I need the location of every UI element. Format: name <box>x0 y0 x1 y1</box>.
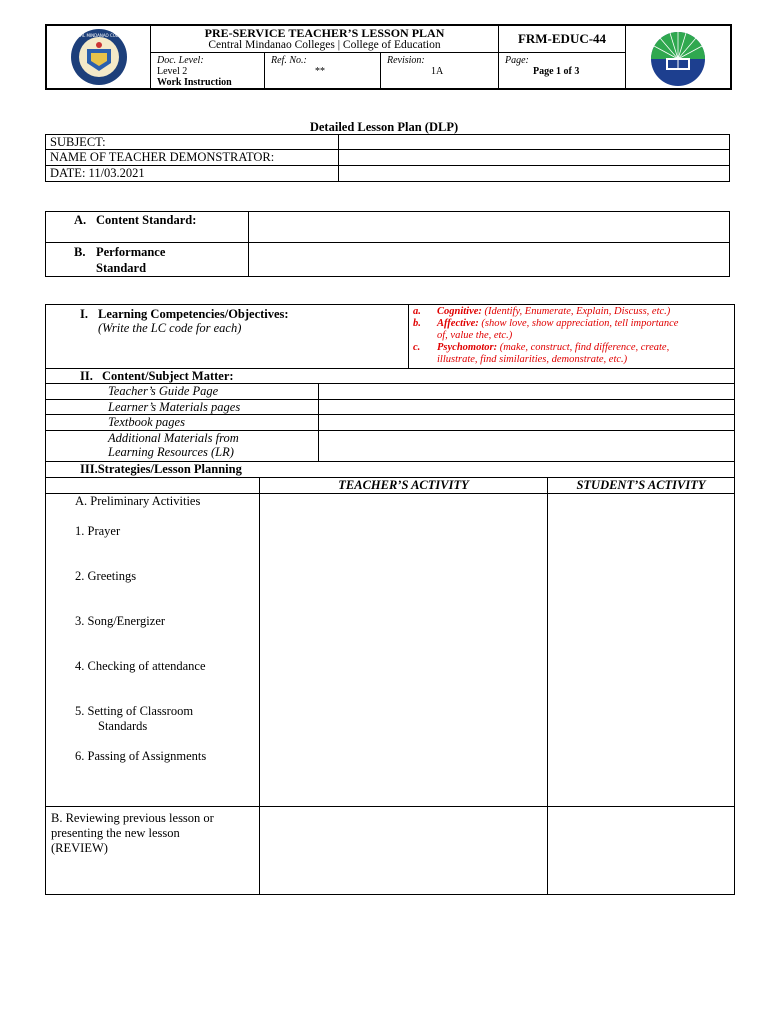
teacher-field[interactable] <box>339 150 730 166</box>
doc-level-value: Level 2 <box>157 66 188 77</box>
preliminary-item: 1. Prayer <box>75 524 121 538</box>
ref-no-label: Ref. No.: <box>271 55 307 66</box>
preliminary-item: 5. Setting of Classroom <box>75 704 194 718</box>
strategies-numeral: III. <box>80 462 98 476</box>
objective-domain-item: b. Affective: (show love, show appreciation, tell importance of, value the, etc.) <box>413 318 679 341</box>
content-title: Content/Subject Matter: <box>102 369 234 383</box>
content-row: Learner’s Materials pages <box>46 400 319 415</box>
content-row-field[interactable] <box>319 431 734 462</box>
header-title-cell <box>151 26 499 53</box>
review-student-field[interactable] <box>548 807 734 894</box>
content-row: Textbook pages <box>46 415 319 431</box>
teacher-label: NAME OF TEACHER DEMONSTRATOR: <box>46 150 339 166</box>
preliminary-item: 4. Checking of attendance <box>75 659 206 673</box>
teacher-activity-header: TEACHER’S ACTIVITY <box>260 478 548 494</box>
content-row-field[interactable] <box>319 384 734 400</box>
preliminary-item: 3. Song/Energizer <box>75 614 166 628</box>
dlp-title: Detailed Lesson Plan (DLP) <box>309 120 459 134</box>
college-seal-icon <box>67 27 131 87</box>
date-label: DATE: 11/03.2021 <box>46 166 339 182</box>
objective-domain-item: c. Psychomotor: (make, construct, find difference, create, illustrate, find similarities, demonstrate, etc.) <box>413 342 670 365</box>
form-subtitle: Central Mindanao Colleges | College of Education <box>208 39 441 51</box>
doc-level-type: Work Instruction <box>157 77 232 88</box>
objectives-title: Learning Competencies/Objectives: <box>98 307 289 321</box>
page-cell <box>499 53 626 88</box>
subject-field[interactable] <box>339 135 730 150</box>
date-field[interactable] <box>339 166 730 182</box>
left-logo-cell <box>47 26 151 88</box>
page-value: Page 1 of 3 <box>533 66 580 77</box>
content-row-field[interactable] <box>319 400 734 415</box>
content-row: Teacher’s Guide Page <box>46 384 319 400</box>
performance-standard-label: B. Performance Standard <box>46 243 249 277</box>
preliminary-activities-cell <box>46 494 260 807</box>
review-teacher-field[interactable] <box>260 807 548 894</box>
form-header <box>45 24 732 90</box>
revision-label: Revision: <box>387 55 425 66</box>
standards-table <box>45 211 730 277</box>
content-row-field[interactable] <box>319 415 734 431</box>
activity-col-spacer <box>46 478 260 494</box>
objective-domain-item: a. Cognitive: (Identify, Enumerate, Explain, Discuss, etc.) <box>413 306 671 317</box>
right-logo-cell <box>626 26 730 88</box>
content-header-row <box>46 369 734 384</box>
objectives-domain-cell <box>409 305 734 369</box>
student-activity-header: STUDENT’S ACTIVITY <box>548 478 734 494</box>
content-standard-field[interactable] <box>249 212 730 243</box>
page-label: Page: <box>505 55 529 66</box>
strategies-header-row <box>46 462 734 478</box>
preliminary-item: Standards <box>98 719 148 733</box>
seal-ring-text: CENTRAL MINDANAO COLLEGES <box>67 33 131 38</box>
form-code-cell <box>499 26 626 53</box>
doc-level-label: Doc. Level: <box>157 55 204 66</box>
preliminary-title: A. Preliminary Activities <box>75 494 201 508</box>
lesson-plan-table <box>45 304 735 895</box>
strategies-title: Strategies/Lesson Planning <box>97 462 242 476</box>
subject-table <box>45 134 730 182</box>
revision-value: 1A <box>431 66 444 77</box>
doc-level-cell <box>151 53 265 88</box>
form-code: FRM-EDUC-44 <box>517 31 607 46</box>
preliminary-item: 6. Passing of Assignments <box>75 749 207 763</box>
objectives-numeral: I. <box>80 307 88 321</box>
content-row: Additional Materials from Learning Resources (LR) <box>46 431 319 462</box>
preliminary-item: 2. Greetings <box>75 569 137 583</box>
performance-standard-field[interactable] <box>249 243 730 277</box>
student-activity-field[interactable] <box>548 494 734 807</box>
content-numeral: II. <box>80 369 93 383</box>
review-cell <box>46 807 260 894</box>
review-line: presenting the new lesson <box>51 826 180 840</box>
content-standard-label: A. Content Standard: <box>46 212 249 243</box>
form-title: PRE-SERVICE TEACHER’S LESSON PLAN <box>204 26 445 40</box>
objectives-note: (Write the LC code for each) <box>98 321 242 335</box>
revision-cell <box>381 53 499 88</box>
subject-label: SUBJECT: <box>46 135 339 150</box>
education-logo-icon <box>646 26 710 88</box>
review-line: (REVIEW) <box>51 841 108 855</box>
objective-domain-list <box>413 306 732 366</box>
teacher-activity-field[interactable] <box>260 494 548 807</box>
ref-no-value: ** <box>315 66 325 77</box>
ref-no-cell <box>265 53 381 88</box>
objectives-label-cell <box>46 305 409 369</box>
review-line: B. Reviewing previous lesson or <box>51 811 214 825</box>
